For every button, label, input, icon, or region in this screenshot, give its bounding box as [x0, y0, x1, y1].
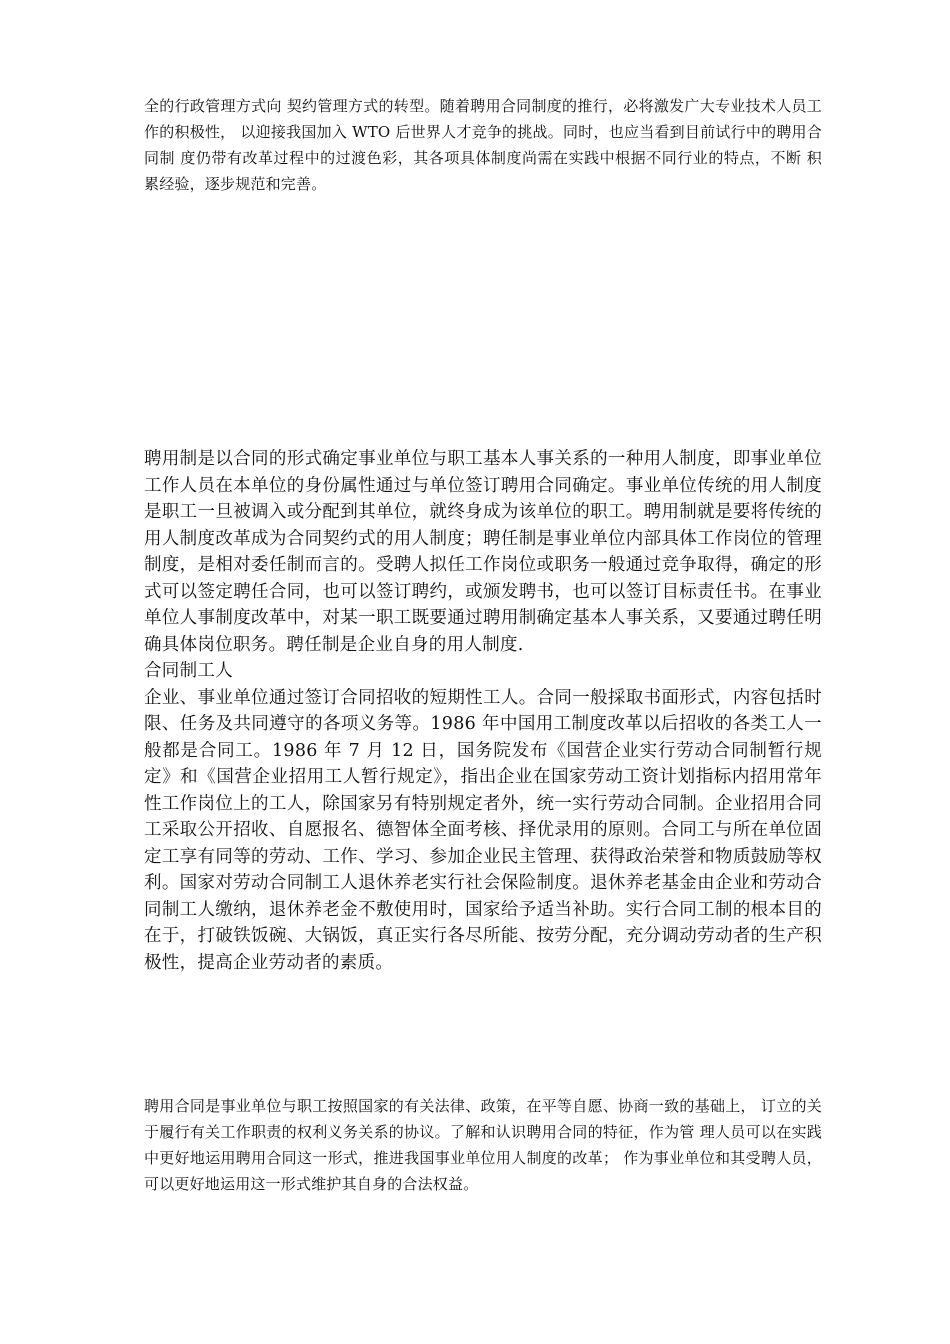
text-block-top	[144, 93, 822, 197]
text-block-middle	[144, 446, 822, 976]
paragraph-transition: 全的行政管理方式向 契约管理方式的转型。随着聘用合同制度的推行，必将激发广大专业技术人员工作的积极性， 以迎接我国加入 WTO 后世界人才竞争的挑战。同时，也应当看到目前试行中的聘用合同制 度仍带有改革过程中的过渡色彩，其各项具体制度尚需在实践中根据不同行业的特点，不断 积累经验，逐步规范和完善。	[144, 97, 822, 193]
paragraph-employment-system: 聘用制是以合同的形式确定事业单位与职工基本人事关系的一种用人制度，即事业单位工作人员在本单位的身份属性通过与单位签订聘用合同确定。事业单位传统的用人制度是职工一旦被调入或分配到其单位，就终身成为该单位的职工。聘用制就是要将传统的用人制度改革成为合同契约式的用人制度；聘任制是事业单位内部具体工作岗位的管理制度，是相对委任制而言的。受聘人拟任工作岗位或职务一般通过竞争取得，确定的形式可以签定聘任合同，也可以签订聘约，或颁发聘书，也可以签订目标责任书。在事业单位人事制度改革中，对某一职工既要通过聘用制确定基本人事关系，又要通过聘任明确具体岗位职务。聘任制是企业自身的用人制度.	[144, 449, 822, 655]
paragraph-contract-worker: 企业、事业单位通过签订合同招收的短期性工人。合同一般採取书面形式，内容包括时限、任务及共同遵守的各项义务等。1986 年中国用工制度改革以后招收的各类工人一般都是合同工。1986 年 7 月 12 日，国务院发布《国营企业实行劳动合同制暂行规定》和《国营企业招用工人暂行规定》，指出企业在国家劳动工资计划指标内招用常年性工作岗位上的工人，除国家另有特别规定者外，统一实行劳动合同制。企业招用合同工采取公开招收、自愿报名、德智体全面考核、择优录用的原则。合同工与所在单位固定工享有同等的劳动、工作、学习、参加企业民主管理、获得政治荣誉和物质鼓励等权利。国家对劳动合同制工人退休养老实行社会保险制度。退休养老基金由企业和劳动合同制工人缴纳，退休养老金不敷使用时，国家给予适当补助。实行合同工制的根本目的在于，打破铁饭碗、大锅饭，真正实行各尽所能、按劳分配，充分调动劳动者的生产积极性，提高企业劳动者的素质。	[144, 687, 822, 973]
text-block-bottom	[144, 1093, 822, 1197]
paragraph-employment-contract: 聘用合同是事业单位与职工按照国家的有关法律、政策，在平等自愿、协商一致的基础上， 订立的关于履行有关工作职责的权利义务关系的协议。了解和认识聘用合同的特征，作为管 理人员可以在实践中更好地运用聘用合同这一形式，推进我国事业单位用人制度的改革； 作为事业单位和其受聘人员，可以更好地运用这一形式维护其自身的合法权益。	[144, 1097, 822, 1193]
heading-contract-worker: 合同制工人	[144, 661, 233, 681]
